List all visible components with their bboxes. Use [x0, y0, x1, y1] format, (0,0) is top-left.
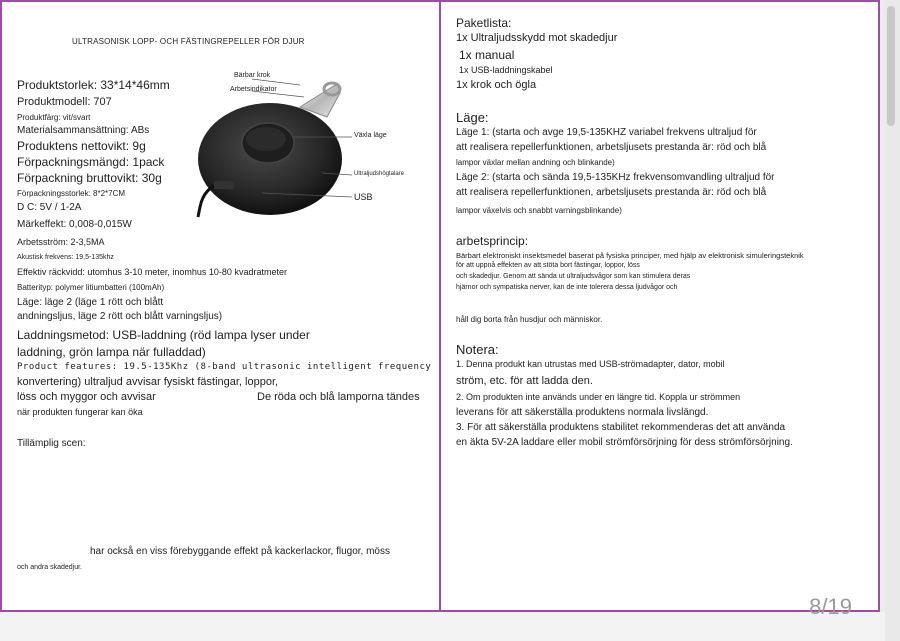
spec-line: Tillämplig scen: — [17, 438, 86, 449]
diagram-label-button: Växla läge — [354, 132, 387, 139]
spec-line: Materialsammansättning: ABs — [17, 125, 150, 136]
spec-line: Laddningsmetod: USB-laddning (röd lampa lyser under — [17, 328, 310, 342]
spec-line: Batterityp: polymer litiumbatteri (100mAh) — [17, 283, 165, 292]
spec-line: när produkten fungerar kan öka — [17, 407, 143, 417]
page-indicator: 8/19 — [809, 594, 852, 619]
mode-line: att realisera repellerfunktionen, arbetsljusets prestanda är: röd och blå — [456, 142, 767, 153]
mode-title: Läge: — [456, 110, 489, 125]
spec-line: Product features: 19.5-135Khz (8-band ultrasonic intelligent frequency — [17, 362, 432, 372]
package-item: 1x krok och ögla — [456, 79, 537, 91]
mode-line: att realisera repellerfunktionen, arbetsljusets prestanda är: röd och blå — [456, 187, 767, 198]
notes-title: Notera: — [456, 342, 499, 357]
spec-line: D C: 5V / 1-2A — [17, 202, 82, 213]
spec-line: Produktens nettovikt: 9g — [17, 139, 146, 153]
product-diagram — [182, 72, 405, 227]
note-line: en äkta 5V-2A laddare eller mobil strömförsörjning för dess strömförsörjning. — [456, 437, 793, 448]
package-item: 1x manual — [459, 48, 515, 62]
column-divider — [439, 2, 441, 614]
spec-line: laddning, grön lampa när fulladdad) — [17, 345, 206, 359]
spec-line: De röda och blå lamporna tändes — [257, 391, 420, 403]
principle-line: håll dig borta från husdjur och människor. — [456, 315, 603, 324]
note-line: 1. Denna produkt kan utrustas med USB-strömadapter, dator, mobil — [456, 359, 725, 369]
spec-line: Märkeffekt: 0,008-0,015W — [17, 219, 132, 230]
spec-line: Produktstorlek: 33*14*46mm — [17, 78, 170, 92]
vertical-scrollbar[interactable] — [885, 0, 900, 641]
spec-line: löss och myggor och avvisar — [17, 391, 156, 403]
note-line: 3. För att säkerställa produktens stabilitet rekommenderas det att använda — [456, 422, 786, 433]
package-item: 1x USB-laddningskabel — [459, 65, 553, 75]
note-line: leverans för att säkerställa produktens normala livslängd. — [456, 407, 709, 418]
principle-line: för att uppnå effekten av att stöta bort fästingar, loppor, löss — [456, 262, 640, 269]
spec-line: Produktmodell: 707 — [17, 96, 112, 108]
diagram-label-hook: Bärbar krok — [234, 72, 271, 79]
spec-line: Arbetsström: 2-3,5MA — [17, 237, 105, 247]
mode-line: Läge 1: (starta och avge 19,5-135KHZ variabel frekvens ultraljud för — [456, 127, 757, 138]
spec-line: och andra skadedjur. — [17, 564, 82, 571]
mode-line: lampor växlar mellan andning och blinkande) — [456, 158, 615, 167]
package-title: Paketlista: — [456, 16, 512, 30]
spec-line: Förpackningsstorlek: 8*2*7CM — [17, 189, 126, 198]
spec-line: Produktfärg: vit/svart — [17, 113, 91, 122]
right-column — [442, 2, 878, 612]
viewer-footer — [0, 612, 885, 641]
spec-line: Förpackningsmängd: 1pack — [17, 155, 165, 169]
mode-line: Läge 2: (starta och sända 19,5-135KHz frekvensomvandling ultraljud för — [456, 172, 775, 183]
principle-line: hjärnor och sympatiska nerver, kan de inte tolerera dessa ljudvågor och — [456, 284, 678, 291]
spec-line: Förpackning bruttovikt: 30g — [17, 171, 162, 185]
repeller-device-image — [182, 77, 382, 227]
spec-line: har också en viss förebyggande effekt på kackerlackor, flugor, möss — [90, 546, 390, 557]
diagram-label-speaker: Ultraljudshögtalare — [354, 171, 405, 177]
spec-line: Akustisk frekvens: 19,5-135khz — [17, 254, 114, 261]
diagram-label-indicator: Arbetsindikator — [230, 86, 277, 93]
left-column — [2, 2, 439, 612]
principle-line: Bärbart elektroniskt insektsmedel baserat på fysiska principer, med hjälp av elektronisk simuleringsteknik — [456, 251, 804, 260]
principle-line: och skadedjur. Genom att sända ut ultraljudsvågor som kan stimulera deras — [456, 273, 691, 280]
spec-line: konvertering) ultraljud avvisar fysiskt fästingar, loppor, — [17, 376, 279, 388]
spec-line: Läge: läge 2 (läge 1 rött och blått — [17, 297, 164, 308]
note-line: ström, etc. för att ladda den. — [456, 375, 593, 387]
spec-line: andningsljus, läge 2 rött och blått varningsljus) — [17, 311, 223, 322]
document-heading: ULTRASONISK LOPP- OCH FÄSTINGREPELLER FÖR DJUR — [72, 37, 305, 46]
note-line: 2. Om produkten inte används under en längre tid. Koppla ur strömmen — [456, 392, 741, 402]
scrollbar-thumb[interactable] — [887, 6, 895, 126]
spec-line: Effektiv räckvidd: utomhus 3-10 meter, inomhus 10-80 kvadratmeter — [17, 267, 287, 277]
diagram-label-usb: USB — [354, 192, 373, 202]
principle-title: arbetsprincip: — [456, 234, 529, 248]
mode-line: lampor växelvis och snabbt varningsblinkande) — [456, 206, 622, 215]
package-item: 1x Ultraljudsskydd mot skadedjur — [456, 32, 618, 44]
